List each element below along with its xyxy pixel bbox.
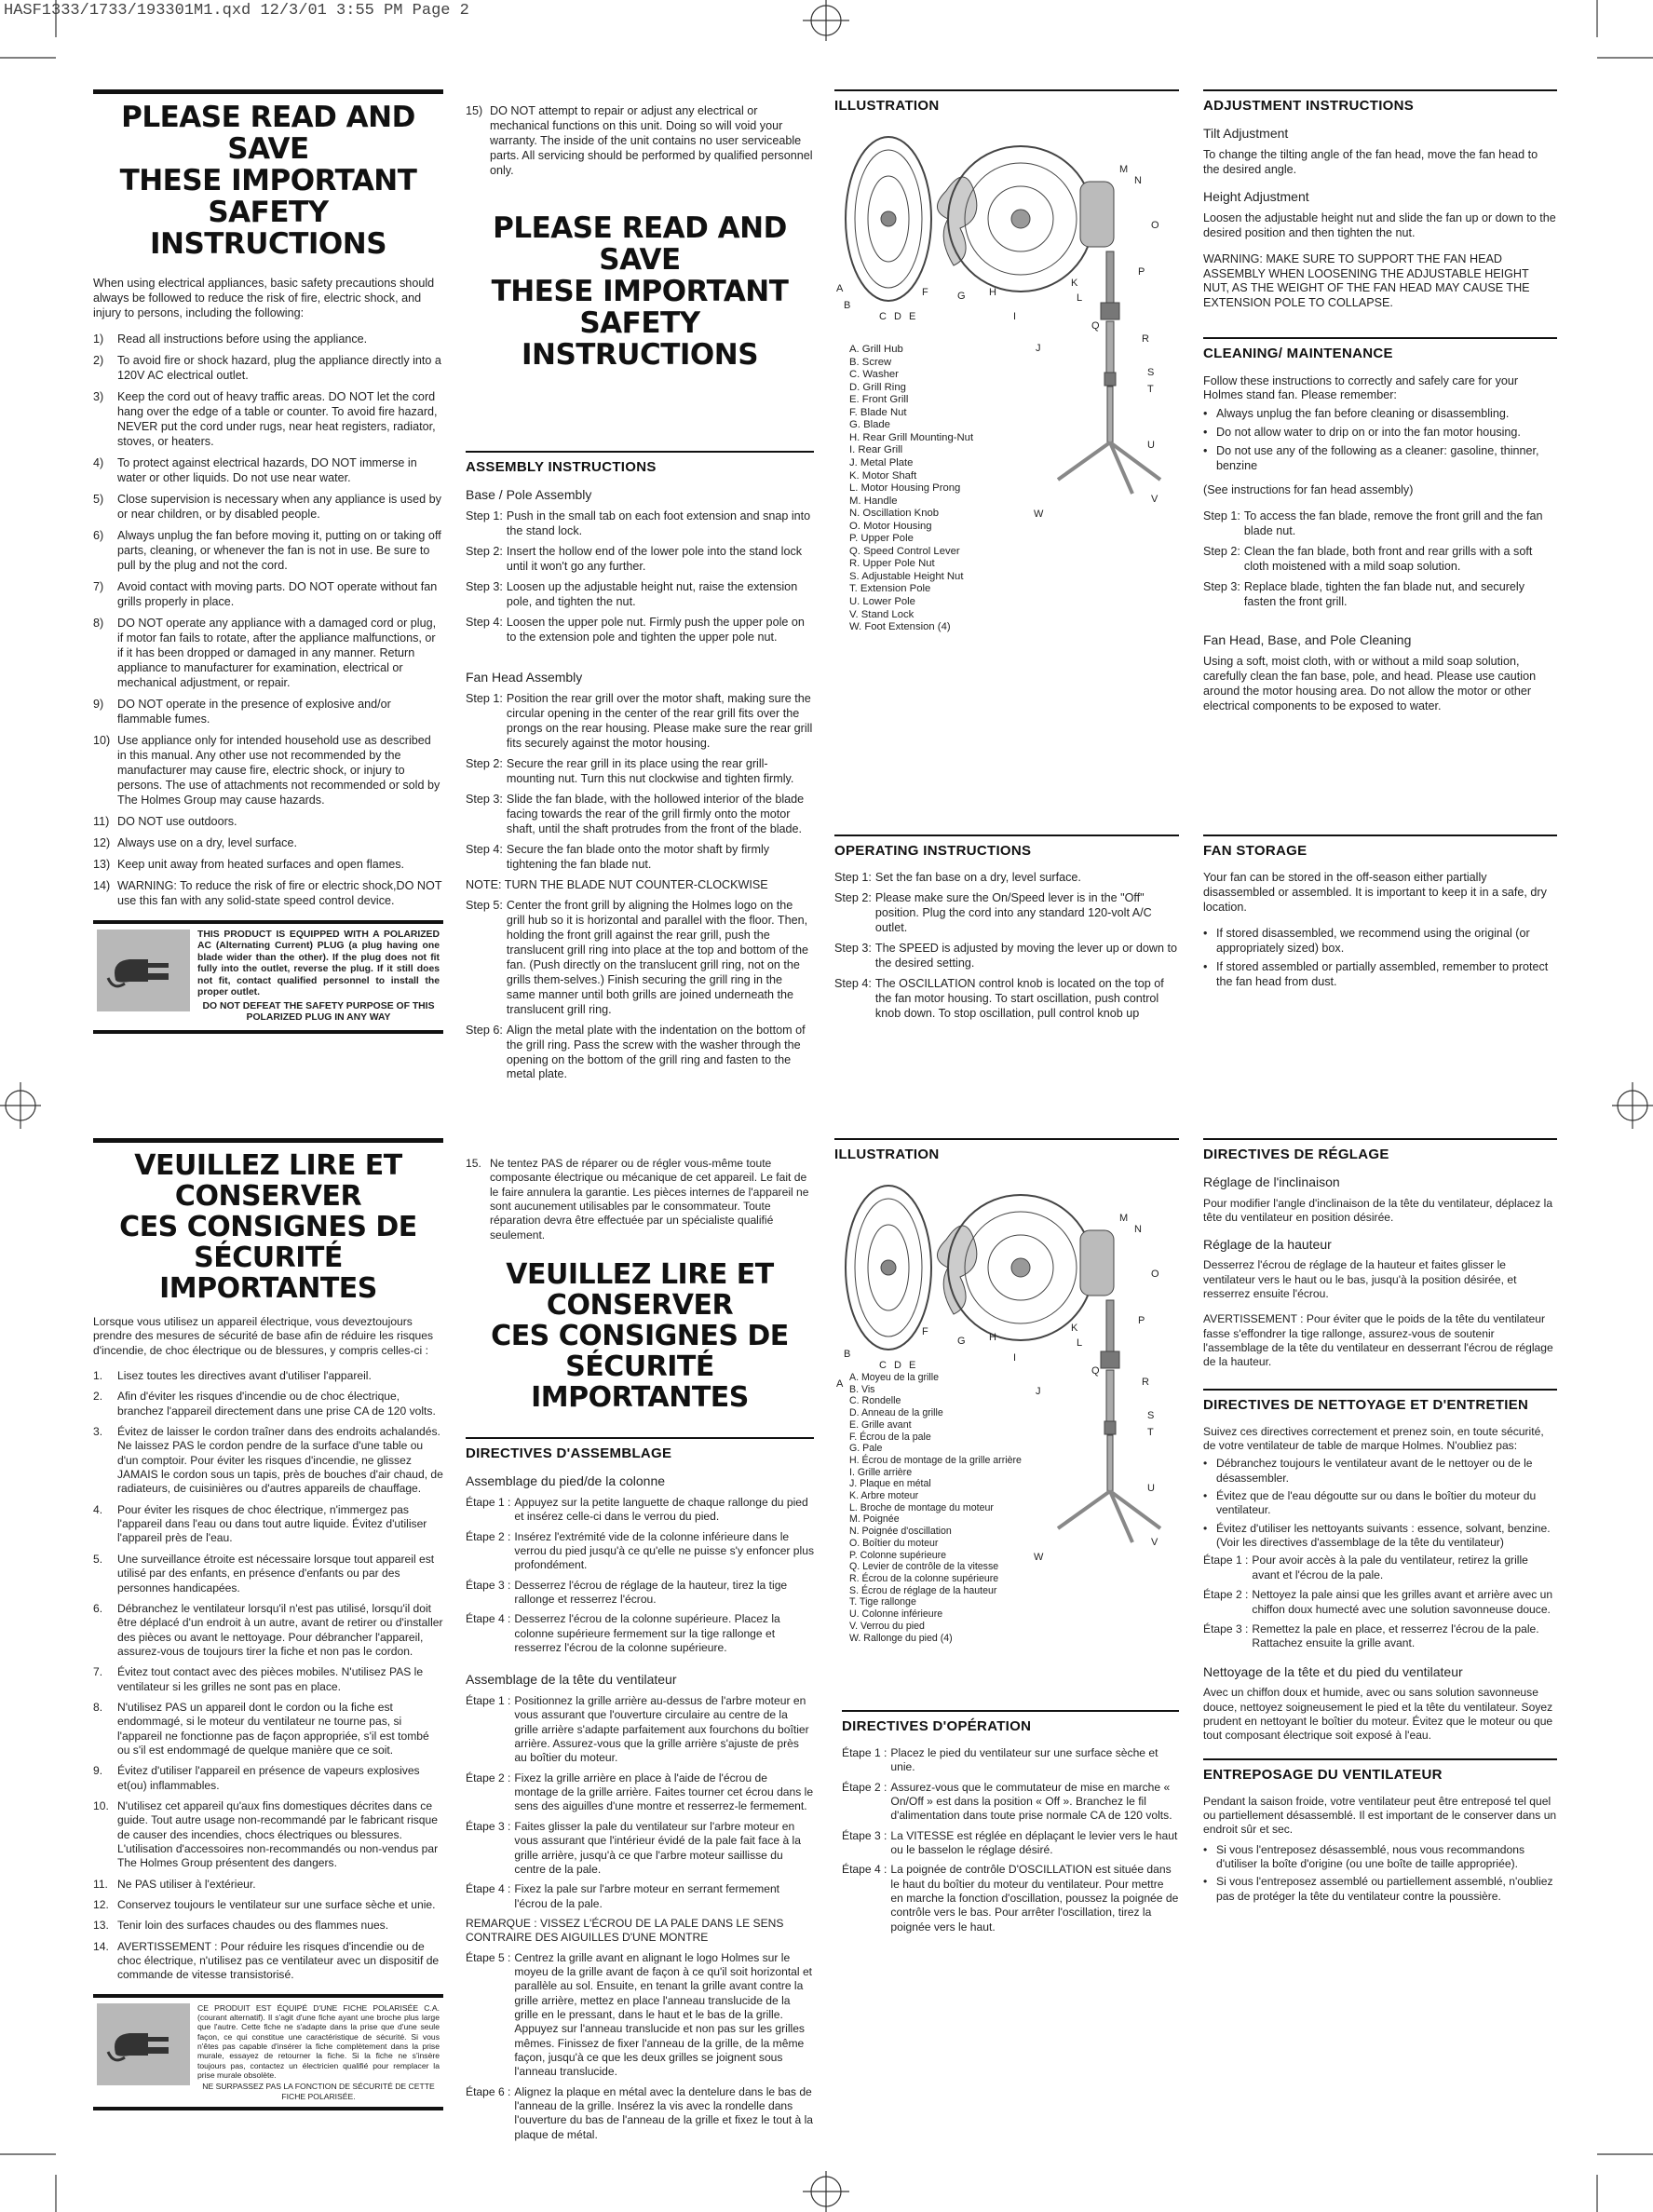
list-item: • If stored assembled or partially assembled, remember to protect the fan head from dust.	[1203, 959, 1549, 988]
list-item: 8. N'utilisez PAS un appareil dont le cordon ou la fiche est endommagé, si le moteur du ventilateur ne tourne pas, si l'appareil ne fonctionne pas de façon appropriée, s'il est tombé ou s'il est endommagé de quelque manière que ce soit.	[93, 1700, 429, 1757]
step: Step 4: Loosen the upper pole nut. Firmly push the upper pole on to the extension pole and tighten the upper pole nut.	[466, 616, 805, 645]
step: Étape 3 : La VITESSE est réglée en déplaçant le levier vers le haut ou le basselon le réglage désiré.	[842, 1828, 1178, 1857]
rule	[466, 451, 814, 453]
list-item: 13) Keep unit away from heated surfaces and open flames.	[93, 857, 405, 871]
step: Step 3: The SPEED is adjusted by moving the lever up or down to the desired setting.	[834, 941, 1178, 970]
list-item: 15) DO NOT attempt to repair or adjust any electrical or mechanical functions on this unit. Doing so will void your warranty. The inside of the unit contains no user serviceable parts. All servicing should be performed by qualified personnel only.	[466, 104, 813, 177]
base-cleaning-text: Avec un chiffon doux et humide, avec ou sans solution savonneuse douce, nettoyez soigneusement le pied et la tête du ventilateur. Soyez prudent en nettoyant le boîtier du moteur. Évitez que le moteur ou que tout composant électrique soit exposé à l'eau.	[1203, 1686, 1553, 1743]
step: Step 3: Replace blade, tighten the fan blade nut, and securely fasten the front grill.	[1203, 580, 1524, 609]
fan-head-assembly-heading: Assemblage de la tête du ventilateur	[466, 1672, 677, 1688]
list-item: E. Front Grill	[849, 394, 909, 406]
diagram-letter-g: G	[957, 1336, 966, 1348]
list-item: J. Plaque en métal	[849, 1478, 931, 1490]
list-item: • Do not use any of the following as a cleaner: gasoline, thinner, benzine	[1203, 444, 1539, 473]
step: Étape 6 : Alignez la plaque en métal avec la dentelure dans le bas de l'anneau de la grille. Insérez la vis avec la rondelle dans l'ouverture du bas de l'anneau de la grille et fixez le tout à la plaque de métal.	[466, 2084, 814, 2141]
rule	[93, 89, 443, 94]
diagram-letter-v: V	[1151, 494, 1158, 506]
diagram-letter-k: K	[1071, 278, 1078, 290]
diagram-letter-v: V	[1151, 1537, 1158, 1549]
step: Étape 4 : Desserrez l'écrou de la colonne supérieure. Placez la colonne supérieure fermement sur la tige rallonge et resserrez l'écrou de la colonne supérieure.	[466, 1612, 780, 1654]
list-item: M. Poignée	[849, 1513, 900, 1526]
list-item: 1. Lisez toutes les directives avant d'utiliser l'appareil.	[93, 1369, 372, 1383]
list-item: 7. Évitez tout contact avec des pièces mobiles. N'utilisez PAS le ventilateur si les grilles ne sont pas en place.	[93, 1665, 424, 1693]
list-item: Q. Levier de contrôle de la vitesse	[849, 1561, 999, 1573]
step: Step 5: Center the front grill by aligning the Holmes logo on the grill hub so it is horizontal and parallel with the floor. Then, holding the front grill against the rear grill, push the translucent grill ring into place at the top and bottom of the fan. (Push directly on the translucent grill ring, not on the grills them-selves.) Finish securing the grill ring in the same manner until both grills are joined underneath the translucent grill ring.	[466, 898, 809, 1016]
step: Step 2: Insert the hollow end of the lower pole into the stand lock until it won't go any further.	[466, 545, 803, 574]
list-item: O. Boîtier du moteur	[849, 1537, 939, 1549]
list-item: K. Arbre moteur	[849, 1490, 919, 1502]
step: Step 3: Slide the fan blade, with the hollowed interior of the blade facing towards the rear of the grill firmly onto the motor shaft, until the shaft protrudes from the front of the blade.	[466, 792, 805, 835]
assembly-heading: DIRECTIVES D'ASSEMBLAGE	[466, 1445, 672, 1462]
diagram-letter-u: U	[1147, 1483, 1155, 1495]
warning-text: THIS PRODUCT IS EQUIPPED WITH A POLARIZED AC (Alternating Current) PLUG (a plug having one blade wider than the other). If the plug does not fit fully into the outlet, reverse the plug. If it still does not fit, contact qualified personnel to install the proper outlet.	[197, 929, 440, 998]
list-item: 2. Afin d'éviter les risques d'incendie ou de choc électrique, branchez l'appareil directement dans une prise CA de 120 volts.	[93, 1390, 436, 1418]
illustration-heading: ILLUSTRATION	[834, 1147, 940, 1162]
height-warning: AVERTISSEMENT : Pour éviter que le poids de la tête du ventilateur fasse s'effondrer la tige rallonge, assurez-vous de soutenir l'assemblage de la tête du ventilateur en desserrant l'écrou de réglage de la hauteur.	[1203, 1312, 1553, 1369]
list-item: • Always unplug the fan before cleaning or disassembling.	[1203, 407, 1510, 421]
diagram-letter-u: U	[1147, 440, 1155, 452]
storage-text: Pendant la saison froide, votre ventilateur peut être entreposé tel quel ou partiellement désassemblé. Il est important de le conserver dans un endroit sûr et sec.	[1203, 1794, 1557, 1837]
step: Étape 3 : Desserrez l'écrou de réglage de la hauteur, tirez la tige rallonge et resserrez l'écrou.	[466, 1578, 788, 1606]
list-item: 12) Always use on a dry, level surface.	[93, 835, 297, 849]
height-text: Desserrez l'écrou de réglage de la hauteur et faites glisser le ventilateur vers le haut ou le bas, jusqu'à la position désirée, et resserrez ensuite l'écrou.	[1203, 1258, 1517, 1300]
illustration-heading: ILLUSTRATION	[834, 98, 940, 114]
rule	[1203, 89, 1557, 91]
diagram-letter-r: R	[1142, 333, 1149, 346]
list-item: 10) Use appliance only for intended household use as described in this manual. Any other use not recommended by the manufacturer may cause fire, electric shock, or injury to persons. The use of attachments not recommended or sold by The Holmes Group may cause hazards.	[93, 734, 440, 807]
diagram-letter-p: P	[1138, 1315, 1145, 1327]
list-item: P. Colonne supérieure	[849, 1549, 947, 1561]
list-item: N. Oscillation Knob	[849, 508, 940, 520]
base-cleaning-text: Using a soft, moist cloth, with or without a mild soap solution, carefully clean the fan base, pole, and head. Please use caution around the motor housing area. Do not allow the motor or other electrical components to be exposed to water.	[1203, 655, 1537, 713]
diagram-letter-t: T	[1147, 384, 1154, 396]
list-item: 11. Ne PAS utiliser à l'extérieur.	[93, 1877, 256, 1891]
diagram-letter-j: J	[1036, 343, 1041, 355]
page-title: PLEASE READ AND SAVE THESE IMPORTANT SAFETY INSTRUCTIONS	[119, 101, 417, 262]
diagram-letter-i: I	[1013, 1352, 1017, 1364]
list-item: K. Motor Shaft	[849, 469, 917, 482]
diagram-letter-w: W	[1034, 1552, 1044, 1564]
list-item: 6. Débranchez le ventilateur lorsqu'il n'est pas utilisé, lorsqu'il doit être déplacé d'un endroit à un autre, avant de retirer ou d'installer des pièces ou avant le nettoyage. Pour débrancher l'appareil, assurez-vous de toujours tirer la fiche et non pas le cordon.	[93, 1601, 443, 1658]
list-item: • Débranchez toujours le ventilateur avant de le nettoyer ou de le désassembler.	[1203, 1457, 1533, 1485]
list-item: D. Anneau de la grille	[849, 1407, 943, 1419]
list-item: 9) DO NOT operate in the presence of explosive and/or flammable fumes.	[93, 698, 391, 726]
list-item: 12. Conservez toujours le ventilateur sur une surface sèche et unie.	[93, 1898, 436, 1912]
rule	[1203, 337, 1557, 339]
storage-heading: ENTREPOSAGE DU VENTILATEUR	[1203, 1766, 1443, 1783]
list-item: B. Vis	[849, 1383, 875, 1395]
rule	[1203, 1389, 1557, 1391]
tilt-text: Pour modifier l'angle d'inclinaison de la tête du ventilateur, déplacez la tête du ventilateur en position désirée.	[1203, 1196, 1553, 1225]
list-item: 1) Read all instructions before using the appliance.	[93, 332, 368, 346]
list-item: 11) DO NOT use outdoors.	[93, 814, 237, 828]
base-assembly-heading: Assemblage du pied/de la colonne	[466, 1473, 666, 1489]
list-item: V. Stand Lock	[849, 608, 915, 620]
diagram-letter-n: N	[1134, 175, 1142, 187]
step: Step 1: To access the fan blade, remove the front grill and the fan blade nut.	[1203, 509, 1543, 538]
rule	[1203, 1138, 1557, 1140]
step: Step 1: Position the rear grill over the motor shaft, making sure the circular opening in the center of the rear grill fits over the prongs on the rear housing. Please make sure the rear grill fits securely against the motor housing.	[466, 691, 813, 750]
list-item: 8) DO NOT operate any appliance with a damaged cord or plug, if motor fan fails to rotate, after the appliance malfunctions, or if it has been dropped or damaged in any manner. Return appliance to manufacturer for examination, electrical or mechanical adjustment, or repair.	[93, 617, 437, 690]
list-item: 3) Keep the cord out of heavy traffic areas. DO NOT let the cord hang over the edge of a table or counter. To avoid fire hazard, NEVER put the cord under rugs, near heat registers, radiator, stoves, or heaters.	[93, 390, 438, 449]
step: Step 2: Secure the rear grill in its place using the rear grill-mounting nut. Turn this nut clockwise and tighten firmly.	[466, 756, 794, 785]
height-heading: Réglage de la hauteur	[1203, 1236, 1332, 1252]
list-item: 14. AVERTISSEMENT : Pour réduire les risques d'incendie ou de choc électrique, n'utilisez pas ce ventilateur avec un dispositif de commande de vitesse transistorisé.	[93, 1939, 440, 1982]
page-title-fr: VEUILLEZ LIRE ET CONSERVER CES CONSIGNES DE SÉCURITÉ IMPORTANTES	[119, 1149, 417, 1305]
step: Étape 1 : Pour avoir accès à la pale du ventilateur, retirez la grille avant et l'écrou de la pale.	[1203, 1554, 1528, 1581]
diagram-letter-d: D	[894, 1360, 901, 1372]
parts-list	[849, 1372, 1022, 1644]
list-item: Q. Speed Control Lever	[849, 545, 960, 557]
list-item: 14) WARNING: To reduce the risk of fire or electric shock,DO NOT use this fan with any solid-state speed control device.	[93, 878, 442, 907]
rule	[834, 1138, 1179, 1140]
base-assembly-heading: Base / Pole Assembly	[466, 487, 592, 503]
list-item: 4. Pour éviter les risques de choc électrique, n'immergez pas l'appareil dans l'eau ou dans tout autre liquide. Évitez d'utiliser l'appareil près de l'eau.	[93, 1502, 427, 1545]
diagram-letter-o: O	[1151, 1269, 1159, 1281]
adjustment-heading: ADJUSTMENT INSTRUCTIONS	[1203, 98, 1415, 114]
diagram-letter-h: H	[989, 287, 996, 299]
section-title: PLEASE READ AND SAVE THESE IMPORTANT SAFETY INSTRUCTIONS	[491, 210, 789, 373]
list-item: B. Screw	[849, 356, 892, 368]
list-item: • Si vous l'entreposez désassemblé, nous vous recommandons d'utiliser la boîte d'origine (ou une boîte de taille appropriée).	[1203, 1842, 1525, 1871]
rule	[834, 835, 1179, 836]
diagram-letter-r: R	[1142, 1377, 1149, 1389]
list-item: G. Blade	[849, 419, 890, 431]
list-item: • Do not allow water to drip on or into the fan motor housing.	[1203, 426, 1521, 440]
list-item: W. Foot Extension (4)	[849, 621, 951, 633]
step: Step 2: Please make sure the On/Speed lever is in the "Off" position. Plug the cord into any standard 120-volt A/C outlet.	[834, 891, 1152, 934]
diagram-letter-e: E	[909, 1360, 916, 1372]
cleaning-heading: DIRECTIVES DE NETTOYAGE ET D'ENTRETIEN	[1203, 1396, 1529, 1413]
diagram-letter-b: B	[844, 300, 851, 312]
list-item: T. Tige rallonge	[849, 1596, 916, 1608]
list-item: A. Moyeu de la grille	[849, 1372, 939, 1384]
section-title-fr: VEUILLEZ LIRE ET CONSERVER CES CONSIGNES DE SÉCURITÉ IMPORTANTES	[491, 1258, 789, 1415]
list-item: 15. Ne tentez PAS de réparer ou de régler vous-même toute composante électrique ou mécanique de cet appareil. Le fait de le faire annulera la garantie. Les pièces internes de l'appareil ne sont aucunement utilisables par le consommateur. Toute réparation devra être effectuée par un spécialiste qualifié seulement.	[466, 1157, 809, 1242]
list-item: • Évitez que de l'eau dégoutte sur ou dans le boîtier du moteur du ventilateur.	[1203, 1489, 1537, 1517]
step: Étape 4 : Fixez la pale sur l'arbre moteur en serrant fermement l'écrou de la pale.	[466, 1882, 780, 1910]
list-item: 2) To avoid fire or shock hazard, plug the appliance directly into a 120V AC electrical outlet.	[93, 354, 441, 383]
fr-col-1	[93, 1138, 443, 2110]
list-item: • If stored disassembled, we recommend using the original (or appropriately sized) box.	[1203, 927, 1530, 955]
step: Étape 2 : Assurez-vous que le commutateur de mise en marche « On/Off » est dans la position « Off ». Branchez le fil d'alimentation dans toute prise normale CA de 120 volts.	[842, 1780, 1172, 1823]
cleaning-intro: Suivez ces directives correctement et prenez soin, en toute sécurité, de votre ventilateur de table de marque Holmes. N'oubliez pas:	[1203, 1424, 1544, 1453]
list-item: L. Motor Housing Prong	[849, 482, 961, 495]
en-col-2	[466, 104, 814, 1088]
operating-heading: DIRECTIVES D'OPÉRATION	[842, 1718, 1032, 1734]
intro-text: When using electrical appliances, basic safety precautions should always be followed to reduce the risk of fire, electric shock, and injury to persons, including the following:	[93, 277, 435, 320]
list-item: 3. Évitez de laisser le cordon traîner dans des endroits achalandés. Ne laissez PAS le cordon pendre de la surface d'une table ou d'un comptoir. Pour éviter les risques d'incendie, ne glissez JAMAIS le cordon sous un tapis, près de bouches d'air chaud, de radiateurs, de cuisinières ou d'autres appareils de chauffage.	[93, 1425, 443, 1496]
assembly-heading: ASSEMBLY INSTRUCTIONS	[466, 459, 657, 476]
base-cleaning-heading: Nettoyage de la tête et du pied du ventilateur	[1203, 1663, 1463, 1679]
step: Step 4: Secure the fan blade onto the motor shaft by firmly tightening the fan blade nut.	[466, 842, 770, 871]
diagram-letter-i: I	[1013, 311, 1017, 323]
list-item: 5. Une surveillance étroite est nécessaire lorsque tout appareil est utilisé par des enfants, en présence d'enfants ou par des personnes handicapées.	[93, 1552, 435, 1595]
safety-list	[93, 332, 443, 908]
diagram-letter-n: N	[1134, 1224, 1142, 1236]
step: Étape 1 : Appuyez sur la petite languette de chaque rallonge du pied et insérez celle-ci dans le verrou du pied.	[466, 1495, 808, 1524]
list-item: W. Rallonge du pied (4)	[849, 1632, 953, 1644]
list-item: • Si vous l'entreposez assemblé ou partiellement assemblé, n'oubliez pas de protéger la tête du ventilateur contre la poussière.	[1203, 1875, 1553, 1903]
diagram-letter-d: D	[894, 311, 901, 323]
diagram-letter-w: W	[1034, 509, 1044, 521]
step: Étape 3 : Faites glisser la pale du ventilateur sur l'arbre moteur en vous assurant que l'intérieur évidé de la pale fait face à la grille arrière, jusqu'à ce que l'arbre moteur saillisse du centre de la pale.	[466, 1819, 801, 1876]
fan-diagram	[834, 1174, 1179, 1644]
diagram-letter-a: A	[836, 283, 844, 295]
diagram-letter-t: T	[1147, 1427, 1154, 1439]
step: Étape 1 : Positionnez la grille arrière au-dessus de l'arbre moteur en vous assurant que l'ouverture circulaire au centre de la grille arrière s'adapte parfaitement aux fourchons du boîtier arrière. Assurez-vous que la grille arrière s'ajuste de près au boîtier du moteur.	[466, 1694, 809, 1765]
list-item: I. Rear Grill	[849, 444, 903, 456]
rule	[93, 1138, 443, 1143]
operating-heading: OPERATING INSTRUCTIONS	[834, 843, 1032, 859]
list-item: G. Pale	[849, 1443, 883, 1455]
diagram-letter-f: F	[922, 287, 928, 299]
cleaning-intro: Follow these instructions to correctly and safely care for your Holmes stand fan. Please remember:	[1203, 373, 1519, 402]
base-cleaning-heading: Fan Head, Base, and Pole Cleaning	[1203, 632, 1412, 648]
step: Étape 4 : La poignée de contrôle D'OSCILLATION est située dans le haut du boîtier du moteur du ventilateur. Pour mettre en marche la fonction d'oscillation, poussez la poignée de contrôle vers le bas. Pour arrêter l'oscillation, tirez la poignée vers le haut.	[842, 1863, 1179, 1934]
fan-diagram	[834, 126, 1179, 633]
cleaning-see: (See instructions for fan head assembly)	[1203, 483, 1414, 497]
list-item: P. Upper Pole	[849, 533, 914, 545]
step: Step 3: Loosen up the adjustable height nut, raise the extension pole, and tighten the nut.	[466, 580, 798, 609]
list-item: E. Grille avant	[849, 1418, 912, 1431]
height-text: Loosen the adjustable height nut and slide the fan up or down to the desired position and then tighten the nut.	[1203, 210, 1556, 239]
tilt-heading: Réglage de l'inclinaison	[1203, 1174, 1340, 1190]
diagram-letter-l: L	[1077, 292, 1083, 305]
fr-col-3	[834, 1138, 1179, 1934]
cleaning-heading: CLEANING/ MAINTENANCE	[1203, 346, 1393, 362]
diagram-letter-c: C	[879, 1360, 887, 1372]
diagram-letter-q: Q	[1091, 320, 1100, 332]
rule	[834, 89, 1179, 91]
fr-col-4	[1203, 1138, 1557, 1907]
diagram-letter-q: Q	[1091, 1365, 1100, 1377]
list-item: 13. Tenir loin des surfaces chaudes ou des flammes nues.	[93, 1919, 389, 1933]
step: Step 4: The OSCILLATION control knob is located on the top of the fan motor housing. To start oscillation, push control knob down. To stop oscillation, pull control knob up	[834, 976, 1164, 1020]
list-item: 10. N'utilisez cet appareil qu'aux fins domestiques décrites dans ce guide. Tout autre usage non-recommandé par le fabricant risque de causer des incendies, chocs électriques ou blessures. L'utilisation d'accessoires non-recommandés ou non-vendus par The Holmes Group présentent des dangers.	[93, 1798, 439, 1870]
diagram-letter-s: S	[1147, 1410, 1155, 1422]
safety-list	[93, 1369, 443, 1983]
list-item: U. Lower Pole	[849, 595, 915, 607]
step: Step 1: Set the fan base on a dry, level surface.	[834, 871, 1081, 885]
diagram-letter-o: O	[1151, 220, 1159, 232]
list-item: H. Écrou de montage de la grille arrière	[849, 1454, 1022, 1466]
step: Étape 2 : Insérez l'extrémité vide de la colonne inférieure dans le verrou du pied jusqu'à ce qu'elle ne puisse s'y enfoncer plus profondément.	[466, 1529, 814, 1572]
diagram-letter-f: F	[922, 1326, 928, 1338]
adjustment-heading: DIRECTIVES DE RÉGLAGE	[1203, 1147, 1389, 1162]
rule	[842, 1710, 1179, 1712]
diagram-letter-c: C	[879, 311, 887, 323]
step: Étape 1 : Placez le pied du ventilateur sur une surface sèche et unie.	[842, 1746, 1158, 1774]
diagram-letter-m: M	[1119, 1213, 1129, 1225]
step: Étape 2 : Fixez la grille arrière en place à l'aide de l'écrou de montage de la grille arrière. Faites tourner cet écrou dans le sens des aiguilles d'une montre et resserrez-le fermement.	[466, 1771, 814, 1813]
rule	[1203, 1758, 1557, 1760]
list-item: C. Washer	[849, 369, 899, 381]
list-item: S. Écrou de réglage de la hauteur	[849, 1584, 997, 1596]
warning-text: CE PRODUIT EST ÉQUIPÉ D'UNE FICHE POLARISÉE C.A. (courant alternatif). Il s'agit d'une fiche ayant une broche plus large que l'autre. Cette fiche ne s'adapte dans la prise que d'une seule façon, ce qui constitue une caractéristique de sécurité. Si vous n'êtes pas capable d'insérer la fiche complètement dans la prise murale, essayez de retourner la fiche. Si la fiche ne s'insère toujours pas, contactez un électricien qualifié pour remplacer la prise murale obsolète.	[197, 2002, 440, 2080]
list-item: 9. Évitez d'utiliser l'appareil en présence de vapeurs explosives et(ou) inflammables.	[93, 1764, 420, 1792]
en-col-1	[93, 89, 443, 1034]
rule	[466, 1437, 814, 1439]
fr-col-2	[466, 1157, 814, 2148]
note-text: NOTE: TURN THE BLADE NUT COUNTER-CLOCKWISE	[466, 877, 768, 891]
storage-heading: FAN STORAGE	[1203, 843, 1307, 859]
list-item: R. Upper Pole Nut	[849, 558, 935, 570]
parts-list	[849, 344, 973, 634]
list-item: 5) Close supervision is necessary when any appliance is used by or near children, or by disabled people.	[93, 493, 441, 522]
step: Step 1: Push in the small tab on each foot extension and snap into the stand lock.	[466, 509, 811, 538]
list-item: M. Handle	[849, 495, 898, 507]
list-item: R. Écrou de la colonne supérieure	[849, 1573, 999, 1584]
fan-head-assembly-heading: Fan Head Assembly	[466, 670, 583, 685]
list-item: 6) Always unplug the fan before moving it, putting on or taking off parts, cleaning, or whenever the fan is not in use. Be sure to pull by the plug and not the cord.	[93, 529, 441, 573]
list-item: 4) To protect against electrical hazards, DO NOT immerse in water or other liquids. Do not use near water.	[93, 456, 417, 485]
diagram-letter-g: G	[957, 291, 966, 303]
list-item: J. Metal Plate	[849, 456, 914, 468]
list-item: F. Écrou de la pale	[849, 1431, 931, 1443]
warning-final: NE SURPASSEZ PAS LA FONCTION DE SÉCURITÉ DE CETTE FICHE POLARISÉE.	[202, 2082, 435, 2101]
en-col-3	[834, 89, 1179, 1020]
diagram-letter-l: L	[1077, 1337, 1083, 1350]
step: Étape 3 : Remettez la pale en place, et resserrez l'écrou de la pale. Rattachez ensuite la grille avant.	[1203, 1622, 1539, 1650]
list-item: D. Grill Ring	[849, 381, 906, 393]
list-item: 7) Avoid contact with moving parts. DO NOT operate without fan grills properly in place.	[93, 580, 438, 609]
polarized-plug-warning	[93, 920, 443, 1034]
diagram-letter-j: J	[1036, 1386, 1041, 1398]
storage-text: Your fan can be stored in the off-season either partially disassembled or assembled. It is important to keep it in a safe, dry location.	[1203, 871, 1547, 915]
en-col-4	[1203, 89, 1557, 988]
diagram-letter-a: A	[836, 1378, 844, 1391]
polarized-plug-warning-fr	[93, 1994, 443, 2110]
list-item: O. Motor Housing	[849, 520, 932, 532]
file-header: HASF1333/1733/193301M1.qxd 12/3/01 3:55 PM Page 2	[4, 2, 469, 20]
list-item: • Évitez d'utiliser les nettoyants suivants : essence, solvant, benzine. (Voir les directives d'assemblage de la tête du ventilateur)	[1203, 1521, 1551, 1550]
tilt-heading: Tilt Adjustment	[1203, 126, 1289, 142]
plug-icon	[97, 2003, 190, 2085]
plug-icon	[97, 930, 190, 1011]
diagram-letter-s: S	[1147, 367, 1155, 379]
diagram-letter-m: M	[1119, 164, 1129, 176]
intro-text: Lorsque vous utilisez un appareil électrique, vous deveztoujours prendre des mesures de sécurité de base afin de réduire les risques d'incendie, de choc électrique ou de blessures, y compris celles-ci :	[93, 1315, 434, 1357]
list-item: N. Poignée d'oscillation	[849, 1526, 952, 1538]
list-item: I. Grille arrière	[849, 1466, 913, 1478]
step: Step 2: Clean the fan blade, both front and rear grills with a soft cloth moistened with a mild soap solution.	[1203, 545, 1533, 574]
diagram-letter-p: P	[1138, 266, 1145, 278]
list-item: C. Rondelle	[849, 1395, 901, 1407]
step: Étape 5 : Centrez la grille avant en alignant le logo Holmes sur le moyeu de la grille avant de façon à ce qu'il soit horizontal et parallèle au sol. Ensuite, en tenant la grille avant contre la grille arrière, mettez en place l'anneau translucide de la grille en le pressant, dans le haut et le bas de la grille. Appuyez sur l'anneau translucide et non pas sur les grilles mêmes. Finissez de fixer l'anneau de la grille, de la même façon, jusqu'à ce que les deux grilles se joignent sous l'anneau translucide.	[466, 1950, 813, 2079]
list-item: F. Blade Nut	[849, 406, 907, 418]
list-item: L. Broche de montage du moteur	[849, 1501, 994, 1513]
warning-final: DO NOT DEFEAT THE SAFETY PURPOSE OF THIS POLARIZED PLUG IN ANY WAY	[202, 1000, 435, 1024]
list-item: T. Extension Pole	[849, 583, 931, 595]
diagram-letter-k: K	[1071, 1323, 1078, 1335]
list-item: H. Rear Grill Mounting-Nut	[849, 431, 974, 443]
height-heading: Height Adjustment	[1203, 188, 1309, 204]
tilt-text: To change the tilting angle of the fan head, move the fan head to the desired angle.	[1203, 147, 1538, 176]
step: Étape 2 : Nettoyez la pale ainsi que les grilles avant et arrière avec un chiffon doux humecté avec une solution savonneuse douce.	[1203, 1588, 1553, 1616]
list-item: U. Colonne inférieure	[849, 1608, 943, 1621]
height-warning: WARNING: MAKE SURE TO SUPPORT THE FAN HEAD ASSEMBLY WHEN LOOSENING THE ADJUSTABLE HEIGHT NUT, AS THE WEIGHT OF THE FAN HEAD MAY CAUSE THE EXTENSION POLE TO COLLAPSE.	[1203, 251, 1530, 310]
diagram-letter-h: H	[989, 1332, 996, 1344]
list-item: A. Grill Hub	[849, 344, 903, 356]
note-text: REMARQUE : VISSEZ L'ÉCROU DE LA PALE DANS LE SENS CONTRAIRE DES AIGUILLES D'UNE MONTRE	[466, 1916, 784, 1945]
diagram-letter-b: B	[844, 1349, 851, 1361]
step: Step 6: Align the metal plate with the indentation on the bottom of the grill ring. Pass the screw with the washer through the opening on the bottom of the grill ring and fasten to the metal plate.	[466, 1023, 806, 1081]
list-item: S. Adjustable Height Nut	[849, 570, 964, 582]
diagram-letter-e: E	[909, 311, 916, 323]
rule	[1203, 835, 1557, 836]
list-item: V. Verrou du pied	[849, 1620, 925, 1632]
